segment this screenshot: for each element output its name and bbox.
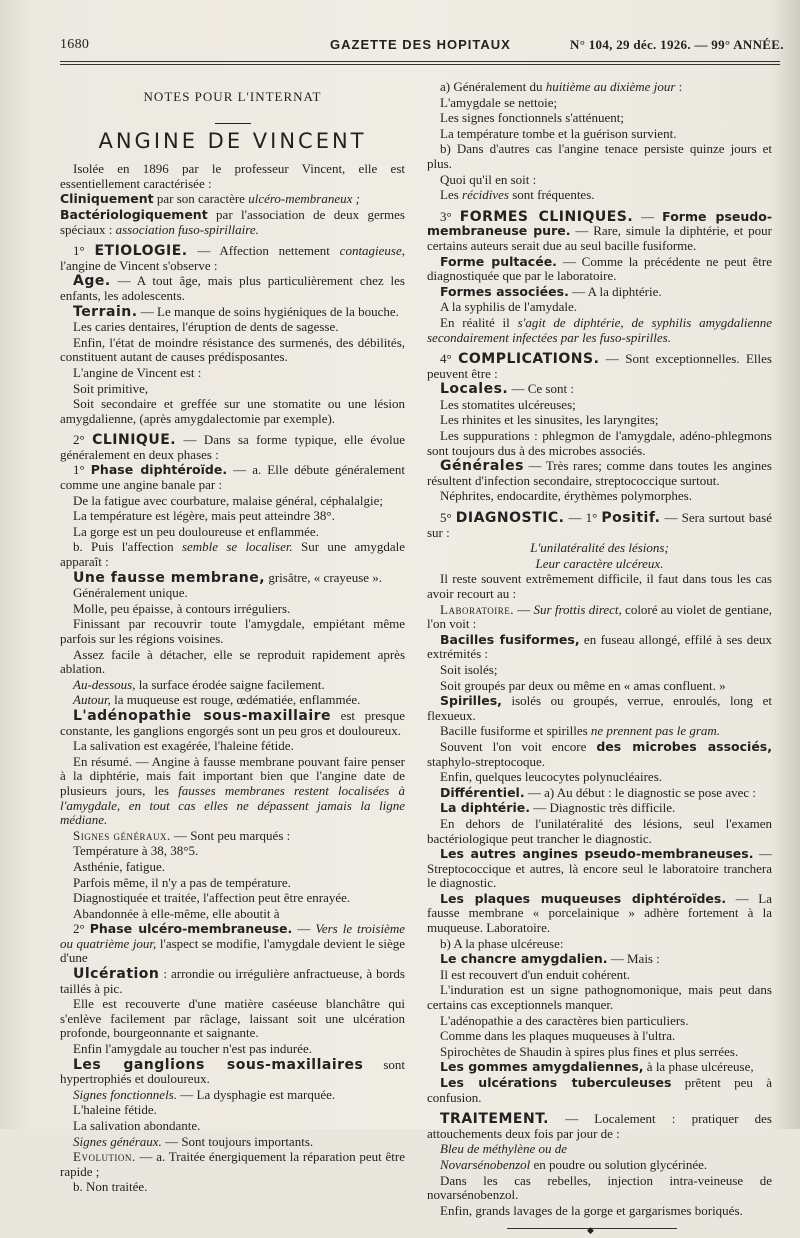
paragraph: b) A la phase ulcéreuse:	[440, 935, 564, 951]
paragraph: Enfin, l'état de moindre résistance des surmenés, des débilités, constituent autant de causes prédisposantes.	[60, 334, 405, 365]
paragraph: L'adénopathie a des caractères bien particuliers.	[440, 1012, 689, 1028]
right-column	[427, 79, 773, 1236]
paragraph: Ulcération : arrondie ou irrégulière anfractueuse, à bords taillés à pic.	[60, 966, 405, 996]
paragraph: Enfin, quelques leucocytes polynucléaires.	[440, 769, 663, 785]
paragraph: Le chancre amygdalien. — Mais :	[440, 951, 660, 967]
paragraph: Les stomatites ulcéreuses;	[440, 396, 576, 412]
paragraph: La salivation est exagérée, l'haleine fétide.	[73, 738, 294, 754]
paragraph: Signes généraux. — Sont peu marqués :	[73, 827, 291, 843]
paragraph: Généralement unique.	[73, 585, 188, 601]
paragraph: Dans les cas rebelles, injection intra-veineuse de novarsénobenzol.	[427, 1172, 772, 1203]
paragraph: Les suppurations : phlegmon de l'amygdale, adéno-phlegmons sont toujours dus à des microbes associés.	[427, 428, 772, 458]
paragraph: Les caries dentaires, l'éruption de dents de sagesse.	[73, 319, 339, 335]
paragraph: Elle est recouverte d'une matière caséeuse blanchâtre qui s'enlève facilement par râclage, laissant soit une ulcération profonde, bourgeonnante et saignante.	[60, 996, 405, 1041]
paragraph: Spirochètes de Shaudin à spires plus fines et plus serrées.	[440, 1043, 739, 1059]
paragraph: Age. — A tout âge, mais plus particulièrement chez les enfants, les adolescents.	[60, 273, 405, 303]
paragraph: Les autres angines pseudo-membraneuses. — Streptococcique et autres, là encore seul le laboratoire tranchera le diagnostic.	[427, 846, 772, 891]
paragraph: Soit isolés;	[440, 661, 498, 677]
paragraph: La diphtérie. — Diagnostic très difficile.	[440, 800, 676, 816]
paragraph: Néphrites, endocardite, érythèmes polymorphes.	[440, 488, 692, 504]
issue-info: N° 104, 29 déc. 1926. — 99° ANNÉE.	[570, 37, 784, 52]
heading-clinique: 2° CLINIQUE. — Dans sa forme typique, elle évolue généralement en deux phases :	[60, 432, 406, 462]
article-title: ANGINE DE VINCENT	[98, 128, 367, 153]
paragraph: Diagnostiquée et traitée, l'affection peut être enrayée.	[73, 890, 351, 906]
paragraph: b. Puis l'affection semble se localiser. Sur une amygdale apparaît :	[60, 539, 406, 570]
title-rule	[215, 123, 251, 124]
paragraph: a) Généralement du huitième au dixième jour :	[440, 79, 683, 94]
paragraph: Au-dessous, la surface érodée saigne facilement.	[73, 676, 325, 692]
heading-diagnostic: 5° DIAGNOSTIC. — 1° Positif. — Sera surtout basé sur :	[427, 510, 773, 540]
paragraph: L'angine de Vincent est :	[73, 364, 202, 380]
paragraph: Les ulcérations tuberculeuses prêtent peu à confusion.	[427, 1075, 772, 1105]
paragraph: L'adénopathie sous-maxillaire est presque constante, les ganglions engorgés sont un peu gros et douloureux.	[60, 707, 405, 738]
paragraph: La salivation abondante.	[73, 1118, 201, 1133]
paragraph: Locales. — Ce sont :	[440, 381, 574, 398]
journal-title: GAZETTE DES HOPITAUX	[330, 37, 511, 52]
paragraph: 1° Phase diphtéroïde. — a. Elle débute généralement comme une angine banale par :	[60, 462, 406, 493]
paragraph: Il est recouvert d'un enduit cohérent.	[440, 966, 631, 982]
page-number: 1680	[60, 37, 90, 52]
paragraph: Novarsénobenzol en poudre ou solution glycérinée.	[440, 1156, 708, 1172]
paragraph: En résumé. — Angine à fausse membrane pouvant faire penser à la diphtérie, mais fait important bien que l'angine date de plusieurs jours, les fausses membranes restent localisées à l'amygdale, en tout cas elles ne dépassent jamais la ligne médiane.	[60, 753, 405, 828]
paragraph: Les plaques muqueuses diphtéroïdes. — La fausse membrane « porcelainique » adhère fortement à la muqueuse. Laboratoire.	[427, 890, 772, 936]
paragraph: De la fatigue avec courbature, malaise général, céphalalgie;	[73, 492, 384, 508]
paragraph: Evolution. — a. Traitée énergiquement la réparation peut être rapide ;	[60, 1149, 405, 1179]
paragraph: Cliniquement par son caractère ulcéro-membraneux ;	[60, 191, 360, 207]
paragraph: Souvent l'on voit encore des microbes associés, staphylo-streptocoque.	[427, 738, 772, 769]
paragraph: b. Non traitée.	[73, 1179, 148, 1195]
heading-etiologie: 1° ETIOLOGIE. — Affection nettement contagieuse, l'angine de Vincent s'observe :	[60, 243, 406, 273]
end-ornament: ◆	[507, 1228, 677, 1229]
heading-formes: 3° FORMES CLINIQUES. — Forme pseudo-membraneuse pure. — Rare, simule la diphtérie, et pour certains auteurs serait due au seul bacille fusiforme.	[427, 208, 773, 253]
paragraph: Différentiel. — a) Au début : le diagnostic se pose avec :	[440, 784, 756, 800]
paragraph: Enfin l'amygdale au toucher n'est pas indurée.	[73, 1041, 312, 1057]
heading-complications: 4° COMPLICATIONS. — Sont exceptionnelles. Elles peuvent être :	[427, 351, 772, 381]
paragraph: L'unilatéralité des lésions;	[530, 540, 669, 556]
paragraph: Soit groupés par deux ou même en « amas confluent. »	[440, 677, 726, 693]
paragraph: Les rhinites et les sinusites, les laryngites;	[440, 412, 659, 428]
paragraph: Parfois même, il n'y a pas de température.	[73, 874, 291, 890]
paragraph: Bleu de méthylène ou de	[440, 1141, 568, 1157]
paragraph: L'induration est un signe pathognomonique, mais peut dans certains cas exceptionnels manquer.	[427, 982, 772, 1013]
paragraph: La gorge est un peu douloureuse et enflammée.	[73, 523, 319, 539]
left-column	[60, 72, 405, 1196]
paragraph: Assez facile à détacher, elle se reproduit rapidement après ablation.	[60, 646, 405, 677]
paragraph: Soit primitive,	[73, 380, 149, 396]
paragraph: Molle, peu épaisse, à contours irréguliers.	[73, 600, 291, 616]
paragraph: Formes associées. — A la diphtérie.	[440, 283, 662, 299]
paragraph: Bacilles fusiformes, en fuseau allongé, effilé à ses deux extrémités :	[427, 631, 772, 662]
paragraph: L'amygdale se nettoie;	[440, 94, 558, 110]
paragraph: Température à 38, 38°5.	[73, 843, 199, 859]
paragraph: La température tombe et la guérison survient.	[440, 125, 677, 141]
paragraph: Forme pultacée. — Comme la précédente ne peut être diagnostiquée que par le laboratoire.	[427, 253, 772, 284]
paragraph: Une fausse membrane, grisâtre, « crayeuse ».	[73, 569, 383, 586]
header-rule-2	[60, 64, 780, 65]
paragraph: Enfin, grands lavages de la gorge et gargarismes boriqués.	[440, 1202, 743, 1218]
paragraph: Soit secondaire et greffée sur une stomatite ou une lésion amygdalienne, (après amygdalectomie par exemple).	[60, 396, 405, 426]
paragraph: Bactériologiquement par l'association de deux germes spéciaux : association fuso-spirillaire.	[60, 206, 405, 237]
paragraph: Générales — Très rares; comme dans toutes les angines résultent d'infection secondaire, streptococcique surtout.	[427, 458, 772, 488]
paragraph: 2° Phase ulcéro-membraneuse. — Vers le troisième ou quatrième jour, l'aspect se modifie, l'amygdale devient le siège d'une	[60, 921, 406, 966]
paragraph: Signes généraux. — Sont toujours importants.	[73, 1133, 314, 1149]
paragraph: Il reste souvent extrêmement difficile, il faut dans tous les cas avoir recourt au :	[427, 571, 772, 601]
paragraph: L'haleine fétide.	[73, 1102, 157, 1118]
paragraph: En dehors de l'unilatéralité des lésions, seul l'examen bactériologique peut trancher le diagnostic.	[427, 815, 772, 846]
paragraph: Leur caractère ulcéreux.	[535, 555, 664, 571]
paragraph: Les gommes amygdaliennes, à la phase ulcéreuse,	[440, 1059, 754, 1075]
paragraph: Les signes fonctionnels s'atténuent;	[440, 110, 624, 126]
paragraph: La température est légère, mais peut atteindre 38°.	[73, 508, 335, 524]
paragraph: En réalité il s'agit de diphtérie, de syphilis amygdalienne secondairement infectées par les fuso-spirilles.	[427, 314, 773, 345]
heading-traitement: TRAITEMENT. — Localement : pratiquer des attouchements deux fois par jour de :	[427, 1111, 772, 1141]
paragraph: Les récidives sont fréquentes.	[440, 187, 595, 203]
paragraph: A la syphilis de l'amydale.	[440, 299, 578, 315]
paragraph: Spirilles, isolés ou groupés, verrue, enroulés, long et flexueux.	[427, 693, 772, 723]
paragraph: Finissant par recouvrir toute l'amygdale, empiétant même parfois sur les régions voisines.	[60, 616, 405, 646]
paragraph: b) Dans d'autres cas l'angine tenace persiste quinze jours et plus.	[427, 141, 772, 171]
section-label: NOTES POUR L'INTERNAT	[143, 89, 322, 104]
paragraph: Les ganglions sous-maxillaires sont hypertrophiés et douloureux.	[60, 1056, 405, 1087]
paragraph: Autour, la muqueuse est rouge, œdématiée, enflammée.	[73, 692, 361, 708]
paragraph: Isolée en 1896 par le professeur Vincent, elle est essentiellement caractérisée :	[60, 161, 405, 191]
paragraph: Asthénie, fatigue.	[73, 858, 166, 874]
header-rule	[60, 61, 780, 62]
paragraph: Comme dans les plaques muqueuses à l'ultra.	[440, 1028, 676, 1044]
paragraph: Quoi qu'il en soit :	[440, 171, 537, 187]
paragraph: Terrain. — Le manque de soins hygiéniques de la bouche.	[73, 303, 399, 320]
paragraph: Bacille fusiforme et spirilles ne prennent pas le gram.	[440, 723, 721, 739]
paragraph: Abandonnée à elle-même, elle aboutit à	[73, 905, 280, 921]
paragraph: Laboratoire. — Sur frottis direct, coloré au violet de gentiane, l'on voit :	[427, 601, 772, 632]
paragraph: Signes fonctionnels. — La dysphagie est marquée.	[73, 1086, 336, 1102]
